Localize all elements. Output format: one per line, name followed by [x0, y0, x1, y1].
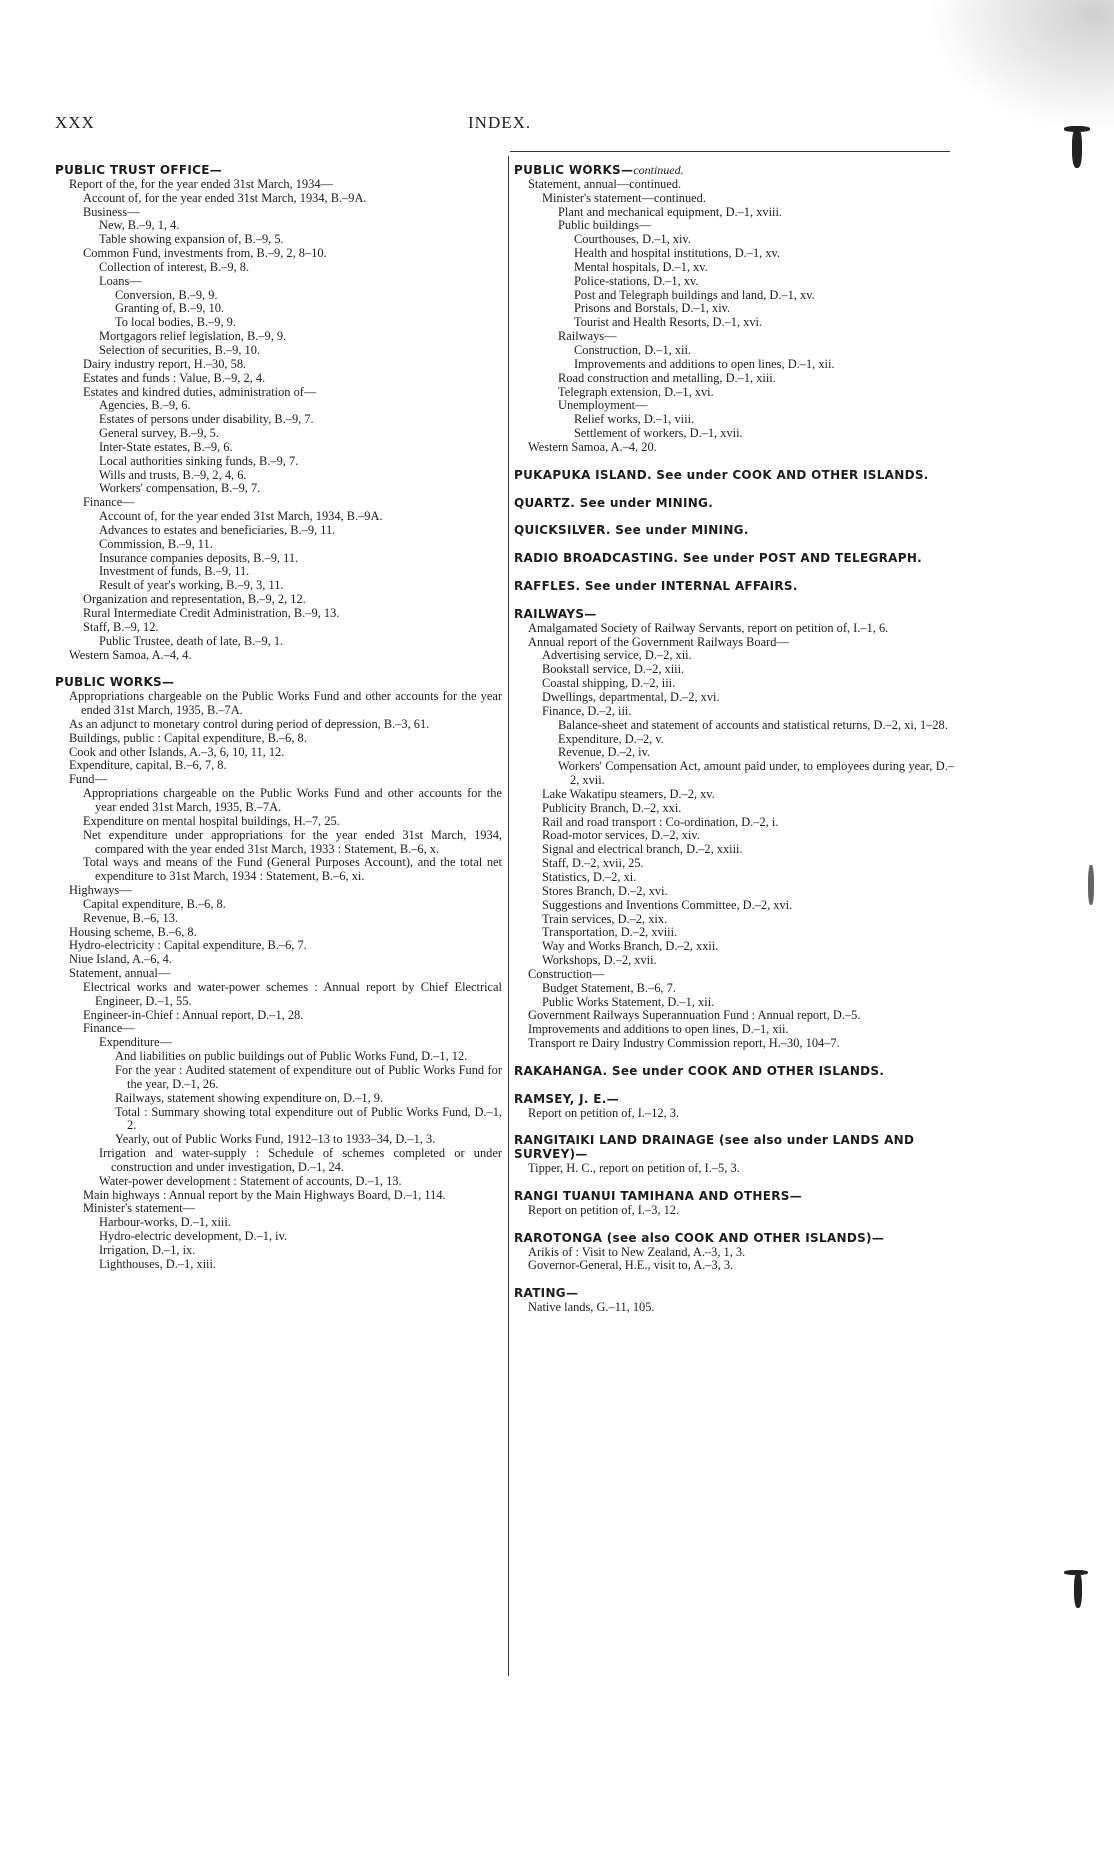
index-entry: Improvements and additions to open lines, D.–1, xii.: [528, 1023, 789, 1037]
index-entry: Highways—: [69, 884, 132, 898]
spacer: [514, 1120, 954, 1134]
index-entry: To local bodies, B.–9, 9.: [115, 316, 236, 330]
index-entry: Tourist and Health Resorts, D.–1, xvi.: [574, 316, 763, 330]
index-entry: Advertising service, D.–2, xii.: [542, 649, 692, 663]
index-entry: Account of, for the year ended 31st March, 1934, B.–9A.: [99, 510, 383, 524]
index-entry: Native lands, G.–11, 105.: [528, 1301, 655, 1315]
index-entry: Railways—: [558, 330, 617, 344]
heading-text: PUKAPUKA ISLAND. See under COOK AND OTHER ISLANDS.: [514, 467, 929, 482]
index-entry: Fund—: [69, 773, 107, 787]
index-entry: Net expenditure under appropriations for the year ended 31st March, 1934, compared with the year ended 31st March, 1933 : Statement, B.–6, x.: [83, 828, 502, 856]
index-entry: Post and Telegraph buildings and land, D.–1, xv.: [574, 288, 815, 302]
index-entry: Lighthouses, D.–1, xiii.: [99, 1257, 217, 1271]
scan-mark: [1074, 1572, 1082, 1608]
index-entry: Finance—: [83, 1022, 135, 1036]
index-entry: Signal and electrical branch, D.–2, xxiii.: [542, 843, 743, 857]
index-entry: Conversion, B.–9, 9.: [115, 288, 218, 302]
index-entry: Revenue, D.–2, iv.: [558, 746, 651, 760]
heading-text: RAMSEY, J. E.—: [514, 1091, 619, 1106]
index-entry: Publicity Branch, D.–2, xxi.: [542, 801, 682, 815]
index-entry: Irrigation and water-supply : Schedule of schemes completed or under construction and under investigation, D.–1, 24.: [99, 1147, 502, 1174]
index-entry: Relief works, D.–1, viii.: [574, 413, 695, 427]
index-entry: Electrical works and water-power schemes : Annual report by Chief Electrical Engineer, D.–1, 55.: [83, 980, 502, 1008]
index-entry: As an adjunct to monetary control during period of depression, B.–3, 61.: [69, 717, 430, 731]
index-entry: Road-motor services, D.–2, xiv.: [542, 829, 700, 843]
index-heading: [514, 164, 954, 178]
index-entry: Stores Branch, D.–2, xvi.: [542, 884, 668, 898]
scan-mark: [1064, 1570, 1088, 1575]
index-entry: Minister's statement—: [83, 1202, 196, 1216]
index-entry: Settlement of workers, D.–1, xvii.: [574, 427, 743, 441]
heading-text: PUBLIC TRUST OFFICE—: [55, 163, 223, 177]
index-entry: Commission, B.–9, 11.: [99, 537, 213, 551]
index-heading: [514, 1134, 954, 1162]
index-entry: Total ways and means of the Fund (General Purposes Account), and the total net expenditure to 31st March, 1934 : Statement, B.–6, xi.: [83, 856, 502, 884]
spacer: [514, 1273, 954, 1287]
index-entry: Bookstall service, D.–2, xiii.: [542, 663, 685, 677]
index-entry: Lake Wakatipu steamers, D.–2, xv.: [542, 787, 715, 801]
index-entry: Expenditure—: [99, 1036, 172, 1050]
index-entry: Local authorities sinking funds, B.–9, 7.: [99, 454, 299, 468]
heading-text: RATING—: [514, 1286, 579, 1301]
index-entry: Insurance companies deposits, B.–9, 11.: [99, 551, 299, 565]
index-entry: Irrigation, D.–1, ix.: [99, 1243, 196, 1257]
index-entry: Finance—: [83, 496, 135, 510]
index-entry: Niue Island, A.–6, 4.: [69, 953, 172, 967]
index-entry: Engineer-in-Chief : Annual report, D.–1, 28.: [83, 1008, 304, 1022]
header-rule: [510, 151, 950, 152]
index-entry: Amalgamated Society of Railway Servants, report on petition of, I.–1, 6.: [528, 621, 889, 635]
index-entry: Loans—: [99, 274, 142, 288]
spacer: [514, 1218, 954, 1232]
scan-noise: [914, 0, 1114, 140]
index-heading: [514, 1093, 954, 1107]
index-entry: Estates and funds : Value, B.–9, 2, 4.: [83, 371, 266, 385]
heading-text: QUICKSILVER. See under MINING.: [514, 523, 749, 538]
index-entry: Appropriations chargeable on the Public Works Fund and other accounts for the year ended 31st March, 1935, B.–7A.: [69, 690, 502, 718]
heading-text: RANGITAIKI LAND DRAINAGE (see also under LANDS AND SURVEY)—: [514, 1133, 915, 1162]
left-column: [55, 164, 502, 1272]
heading-text: RADIO BROADCASTING. See under POST AND TELEGRAPH.: [514, 551, 923, 566]
index-heading: [514, 580, 954, 594]
index-heading: [514, 1065, 954, 1079]
index-entry: Report on petition of, I.–12, 3.: [528, 1106, 680, 1120]
index-entry: Public Works Statement, D.–1, xii.: [542, 995, 715, 1009]
index-entry: Report on petition of, I.–3, 12.: [528, 1203, 680, 1217]
index-entry: Mortgagors relief legislation, B.–9, 9.: [99, 330, 287, 344]
index-entry: Finance, D.–2, iii.: [542, 704, 632, 718]
heading-text: PUBLIC WORKS—: [514, 163, 634, 177]
index-heading: [514, 1190, 954, 1204]
index-entry: And liabilities on public buildings out of Public Works Fund, D.–1, 12.: [115, 1050, 468, 1064]
heading-text: RAKAHANGA. See under COOK AND OTHER ISLANDS.: [514, 1063, 885, 1078]
index-entry: Health and hospital institutions, D.–1, xv.: [574, 247, 781, 261]
index-entry: Tipper, H. C., report on petition of, I.–5, 3.: [528, 1162, 740, 1176]
heading-text: RAILWAYS—: [514, 606, 597, 621]
index-entry: Construction—: [528, 967, 605, 981]
index-entry: Statement, annual—continued.: [528, 177, 682, 191]
index-entry: Account of, for the year ended 31st March, 1934, B.–9A.: [83, 191, 367, 205]
page-number: XXX: [55, 113, 95, 132]
page-title: INDEX.: [468, 113, 532, 132]
index-entry: Staff, D.–2, xvii, 25.: [542, 857, 644, 871]
index-entry: Construction, D.–1, xii.: [574, 343, 692, 357]
index-entry: Hydro-electric development, D.–1, iv.: [99, 1230, 288, 1244]
index-entry: Suggestions and Inventions Committee, D.–2, xvi.: [542, 898, 793, 912]
index-entry: Improvements and additions to open lines, D.–1, xii.: [574, 357, 835, 371]
index-entry: Way and Works Branch, D.–2, xxii.: [542, 940, 719, 954]
index-entry: Buildings, public : Capital expenditure, B.–6, 8.: [69, 731, 307, 745]
heading-text: PUBLIC WORKS—: [55, 675, 175, 690]
index-entry: Road construction and metalling, D.–1, xiii.: [558, 371, 776, 385]
index-entry: Investment of funds, B.–9, 11.: [99, 565, 250, 579]
index-entry: Harbour-works, D.–1, xiii.: [99, 1216, 231, 1230]
index-entry: Expenditure, D.–2, v.: [558, 732, 664, 746]
index-entry: Balance-sheet and statement of accounts and statistical returns, D.–2, xi, 1–28.: [558, 718, 948, 732]
index-entry: Appropriations chargeable on the Public Works Fund and other accounts for the year ended 31st March, 1935, B.–7A.: [83, 787, 502, 814]
index-entry: Statistics, D.–2, xi.: [542, 870, 637, 884]
index-entry: Budget Statement, B.–6, 7.: [542, 981, 676, 995]
index-entry: Total : Summary showing total expenditure out of Public Works Fund, D.–1, 2.: [115, 1105, 502, 1133]
index-entry: Staff, B.–9, 12.: [83, 620, 159, 634]
column-divider: [508, 156, 509, 1676]
index-entry: Expenditure, capital, B.–6, 7, 8.: [69, 759, 227, 773]
index-entry: Water-power development : Statement of accounts, D.–1, 13.: [99, 1174, 402, 1188]
index-entry: Annual report of the Government Railways Board—: [528, 635, 789, 649]
index-entry: Transport re Dairy Industry Commission report, H.–30, 104–7.: [528, 1037, 840, 1051]
index-entry: Wills and trusts, B.–9, 2, 4, 6.: [99, 468, 247, 482]
index-entry: Plant and mechanical equipment, D.–1, xviii.: [558, 205, 783, 219]
index-entry: Unemployment—: [558, 399, 648, 413]
index-entry: Mental hospitals, D.–1, xv.: [574, 260, 708, 274]
spacer: [514, 1051, 954, 1065]
spacer: [514, 1176, 954, 1190]
index-heading: [514, 1287, 954, 1301]
index-entry: Western Samoa, A.–4, 20.: [528, 440, 657, 454]
spacer: [514, 538, 954, 552]
spacer: [514, 510, 954, 524]
index-heading: [514, 497, 954, 511]
index-entry: Governor-General, H.E., visit to, A.–3, 3.: [528, 1259, 734, 1273]
index-entry: Main highways : Annual report by the Main Highways Board, D.–1, 114.: [83, 1188, 446, 1202]
index-entry: Housing scheme, B.–6, 8.: [69, 925, 197, 939]
index-entry: New, B.–9, 1, 4.: [99, 219, 180, 233]
spacer: [514, 455, 954, 469]
index-entry: Granting of, B.–9, 10.: [115, 302, 225, 316]
index-heading: [55, 164, 502, 178]
heading-text: QUARTZ. See under MINING.: [514, 495, 714, 510]
index-entry: Common Fund, investments from, B.–9, 2, 8–10.: [83, 247, 327, 261]
index-entry: Result of year's working, B.–9, 3, 11.: [99, 579, 284, 593]
index-entry: Dwellings, departmental, D.–2, xvi.: [542, 691, 720, 704]
index-heading: [55, 676, 502, 690]
index-entry: Statement, annual—: [69, 967, 171, 981]
spacer: [514, 566, 954, 580]
heading-text: RAFFLES. See under INTERNAL AFFAIRS.: [514, 579, 798, 594]
index-entry: Courthouses, D.–1, xiv.: [574, 233, 691, 247]
index-heading: [514, 552, 954, 566]
index-heading: [514, 1232, 954, 1246]
index-entry: Revenue, B.–6, 13.: [83, 911, 178, 925]
index-entry: Collection of interest, B.–9, 8.: [99, 260, 250, 274]
index-entry: Agencies, B.–9, 6.: [99, 399, 191, 413]
index-entry: Estates and kindred duties, administration of—: [83, 385, 317, 399]
index-entry: Arikis of : Visit to New Zealand, A.–3, 1, 3.: [528, 1245, 746, 1259]
index-entry: Workers' compensation, B.–9, 7.: [99, 482, 261, 496]
index-entry: Public Trustee, death of late, B.–9, 1.: [99, 634, 284, 648]
heading-text: RAROTONGA (see also COOK AND OTHER ISLANDS)—: [514, 1230, 885, 1245]
index-entry: Yearly, out of Public Works Fund, 1912–13 to 1933–34, D.–1, 3.: [115, 1133, 436, 1147]
heading-continued: continued.: [633, 163, 684, 177]
index-entry: Public buildings—: [558, 219, 652, 233]
index-entry: Estates of persons under disability, B.–9, 7.: [99, 413, 314, 427]
index-entry: Transportation, D.–2, xviii.: [542, 926, 678, 940]
index-entry: Rail and road transport : Co-ordination, D.–2, i.: [542, 815, 779, 829]
index-heading: [514, 608, 954, 622]
index-entry: Dairy industry report, H.–30, 58.: [83, 357, 247, 371]
index-entry: Capital expenditure, B.–6, 8.: [83, 897, 226, 911]
index-entry: Cook and other Islands, A.–3, 6, 10, 11, 12.: [69, 745, 285, 759]
index-entry: Western Samoa, A.–4, 4.: [69, 648, 192, 662]
index-entry: Workshops, D.–2, xvii.: [542, 954, 657, 968]
index-entry: Selection of securities, B.–9, 10.: [99, 343, 261, 357]
index-entry: Railways, statement showing expenditure on, D.–1, 9.: [115, 1091, 384, 1105]
heading-text: RANGI TUANUI TAMIHANA AND OTHERS—: [514, 1189, 803, 1203]
index-entry: General survey, B.–9, 5.: [99, 427, 219, 441]
spacer: [514, 483, 954, 497]
index-entry: Report of the, for the year ended 31st March, 1934—: [69, 177, 333, 191]
index-heading: [514, 524, 954, 538]
spacer: [514, 1079, 954, 1093]
right-column: [514, 164, 954, 1315]
index-entry: Inter-State estates, B.–9, 6.: [99, 440, 233, 454]
scan-mark: [1088, 865, 1094, 905]
index-entry: Table showing expansion of, B.–9, 5.: [99, 233, 284, 247]
index-entry: Workers' Compensation Act, amount paid under, to employees during year, D.–2, xvii.: [558, 760, 954, 788]
index-entry: Organization and representation, B.–9, 2, 12.: [83, 593, 306, 607]
index-entry: Police-stations, D.–1, xv.: [574, 274, 699, 288]
scan-mark: [1064, 126, 1090, 132]
index-heading: [514, 469, 954, 483]
index-entry: Advances to estates and beneficiaries, B.–9, 11.: [99, 523, 336, 537]
index-entry: For the year : Audited statement of expenditure out of Public Works Fund for the year, D.–1, 26.: [115, 1064, 502, 1091]
index-entry: Minister's statement—continued.: [542, 191, 706, 205]
spacer: [55, 662, 502, 676]
index-entry: Prisons and Borstals, D.–1, xiv.: [574, 302, 731, 316]
spacer: [514, 594, 954, 608]
index-entry: Expenditure on mental hospital buildings, H.–7, 25.: [83, 814, 340, 828]
scan-mark: [1072, 128, 1082, 168]
index-entry: Business—: [83, 205, 140, 219]
index-entry: Hydro-electricity : Capital expenditure, B.–6, 7.: [69, 939, 307, 953]
index-entry: Train services, D.–2, xix.: [542, 912, 668, 926]
index-entry: Rural Intermediate Credit Administration, B.–9, 13.: [83, 607, 340, 620]
index-entry: Telegraph extension, D.–1, xvi.: [558, 385, 714, 399]
index-entry: Government Railways Superannuation Fund : Annual report, D.–5.: [528, 1009, 861, 1023]
index-entry: Coastal shipping, D.–2, iii.: [542, 677, 676, 691]
